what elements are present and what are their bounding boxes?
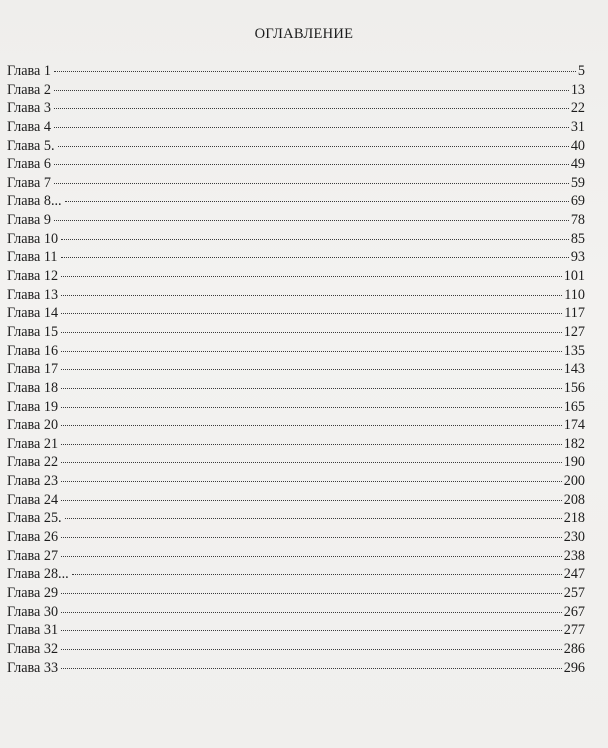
- toc-entry: [7, 230, 585, 249]
- dot-leader: [65, 201, 569, 202]
- chapter-label: Глава 9: [7, 212, 51, 229]
- page-number: 117: [564, 305, 585, 322]
- dot-leader: [61, 276, 562, 277]
- page-number: 101: [563, 268, 585, 285]
- dot-leader: [61, 649, 562, 650]
- page-number: 78: [570, 212, 585, 229]
- page-number: 156: [563, 379, 585, 396]
- dot-leader: [61, 668, 562, 669]
- chapter-label: Глава 30: [7, 603, 59, 620]
- dot-leader: [61, 388, 562, 389]
- dot-leader: [61, 257, 569, 258]
- page-number: 200: [563, 473, 585, 490]
- dot-leader: [54, 108, 569, 109]
- page-number: 182: [563, 435, 585, 452]
- toc-entry: [7, 342, 585, 361]
- toc-entry: [7, 491, 585, 510]
- chapter-label: Глава 20: [7, 417, 59, 434]
- toc-entry: [7, 62, 585, 81]
- chapter-label: Глава 3: [7, 100, 51, 117]
- dot-leader: [61, 332, 562, 333]
- chapter-label: Глава 24: [7, 491, 59, 508]
- chapter-label: Глава 21: [7, 435, 59, 452]
- dot-leader: [61, 612, 562, 613]
- dot-leader: [61, 556, 562, 557]
- page-number: 296: [563, 659, 585, 676]
- dot-leader: [61, 407, 562, 408]
- toc-entry: [7, 603, 585, 622]
- chapter-label: Глава 12: [7, 268, 59, 285]
- chapter-label: Глава 4: [7, 118, 51, 135]
- toc-entry: [7, 416, 585, 435]
- toc-entry: [7, 621, 585, 640]
- dot-leader: [58, 146, 569, 147]
- dot-leader: [61, 295, 562, 296]
- toc-entry: [7, 435, 585, 454]
- dot-leader: [54, 220, 569, 221]
- page-number: 69: [570, 193, 585, 210]
- dot-leader: [61, 481, 562, 482]
- chapter-label: Глава 31: [7, 622, 59, 639]
- chapter-label: Глава 11: [7, 249, 58, 266]
- chapter-label: Глава 13: [7, 286, 59, 303]
- dot-leader: [61, 593, 562, 594]
- page-number: 13: [570, 81, 585, 98]
- page-number: 22: [570, 100, 585, 117]
- dot-leader: [54, 127, 569, 128]
- page-number: 277: [563, 622, 585, 639]
- toc-entry: [7, 640, 585, 659]
- page-number: 208: [563, 491, 585, 508]
- toc-entry: [7, 155, 585, 174]
- dot-leader: [54, 164, 569, 165]
- page-number: 93: [570, 249, 585, 266]
- chapter-label: Глава 19: [7, 398, 59, 415]
- page-number: 190: [563, 454, 585, 471]
- toc-entry: [7, 659, 585, 678]
- page-number: 127: [563, 323, 585, 340]
- dot-leader: [61, 630, 562, 631]
- toc-entry: [7, 137, 585, 156]
- chapter-label: Глава 6: [7, 156, 51, 173]
- toc-entry: [7, 509, 585, 528]
- chapter-label: Глава 2: [7, 81, 51, 98]
- dot-leader: [54, 71, 576, 72]
- page-number: 143: [563, 361, 585, 378]
- chapter-label: Глава 28...: [7, 566, 69, 583]
- toc-entry: [7, 398, 585, 417]
- page-number: 31: [570, 118, 585, 135]
- toc-entry: [7, 192, 585, 211]
- chapter-label: Глава 15: [7, 323, 59, 340]
- dot-leader: [72, 574, 562, 575]
- page-number: 165: [563, 398, 585, 415]
- page-number: 286: [563, 640, 585, 657]
- dot-leader: [65, 518, 562, 519]
- chapter-label: Глава 5.: [7, 137, 55, 154]
- dot-leader: [61, 500, 562, 501]
- chapter-label: Глава 14: [7, 305, 59, 322]
- dot-leader: [61, 369, 562, 370]
- dot-leader: [61, 313, 562, 314]
- toc-entry: [7, 453, 585, 472]
- chapter-label: Глава 29: [7, 584, 59, 601]
- toc-entry: [7, 267, 585, 286]
- page-title: ОГЛАВЛЕНИЕ: [254, 26, 354, 42]
- page-number: 230: [563, 529, 585, 546]
- toc-entry: [7, 360, 585, 379]
- page-number: 238: [563, 547, 585, 564]
- dot-leader: [61, 462, 562, 463]
- page-number: 40: [570, 137, 585, 154]
- dot-leader: [61, 351, 562, 352]
- toc-entry: [7, 211, 585, 230]
- toc-entry: [7, 286, 585, 305]
- chapter-label: Глава 16: [7, 342, 59, 359]
- toc-entry: [7, 584, 585, 603]
- toc-entry: [7, 118, 585, 137]
- page-number: 218: [563, 510, 585, 527]
- page-number: 5: [577, 63, 585, 79]
- chapter-label: Глава 23: [7, 473, 59, 490]
- page-number: 174: [563, 417, 585, 434]
- toc-entry: [7, 99, 585, 118]
- toc-entry: [7, 304, 585, 323]
- chapter-label: Глава 10: [7, 230, 59, 247]
- toc-entry: [7, 565, 585, 584]
- page-number: 49: [570, 156, 585, 173]
- toc-entry: [7, 547, 585, 566]
- chapter-label: Глава 25.: [7, 510, 62, 527]
- page-number: 59: [570, 174, 585, 191]
- chapter-label: Глава 22: [7, 454, 59, 471]
- dot-leader: [61, 239, 569, 240]
- toc-entry: [7, 323, 585, 342]
- chapter-label: Глава 8...: [7, 193, 62, 210]
- chapter-label: Глава 1: [7, 63, 51, 79]
- chapter-label: Глава 27: [7, 547, 59, 564]
- dot-leader: [54, 183, 569, 184]
- chapter-label: Глава 17: [7, 361, 59, 378]
- toc-entry: [7, 528, 585, 547]
- chapter-label: Глава 33: [7, 659, 59, 676]
- toc-entry: [7, 472, 585, 491]
- dot-leader: [61, 425, 562, 426]
- page-number: 135: [563, 342, 585, 359]
- toc-entry: [7, 81, 585, 100]
- chapter-label: Глава 32: [7, 640, 59, 657]
- page-number: 257: [563, 584, 585, 601]
- chapter-label: Глава 26: [7, 529, 59, 546]
- page-number: 267: [563, 603, 585, 620]
- toc-entry: [7, 379, 585, 398]
- chapter-label: Глава 7: [7, 174, 51, 191]
- dot-leader: [61, 444, 562, 445]
- page-number: 85: [570, 230, 585, 247]
- toc-entry: [7, 174, 585, 193]
- page-number: 110: [564, 286, 585, 303]
- page-number: 247: [563, 566, 585, 583]
- dot-leader: [61, 537, 562, 538]
- toc-entry: [7, 248, 585, 267]
- dot-leader: [54, 90, 569, 91]
- chapter-label: Глава 18: [7, 379, 59, 396]
- table-of-contents: [7, 62, 585, 677]
